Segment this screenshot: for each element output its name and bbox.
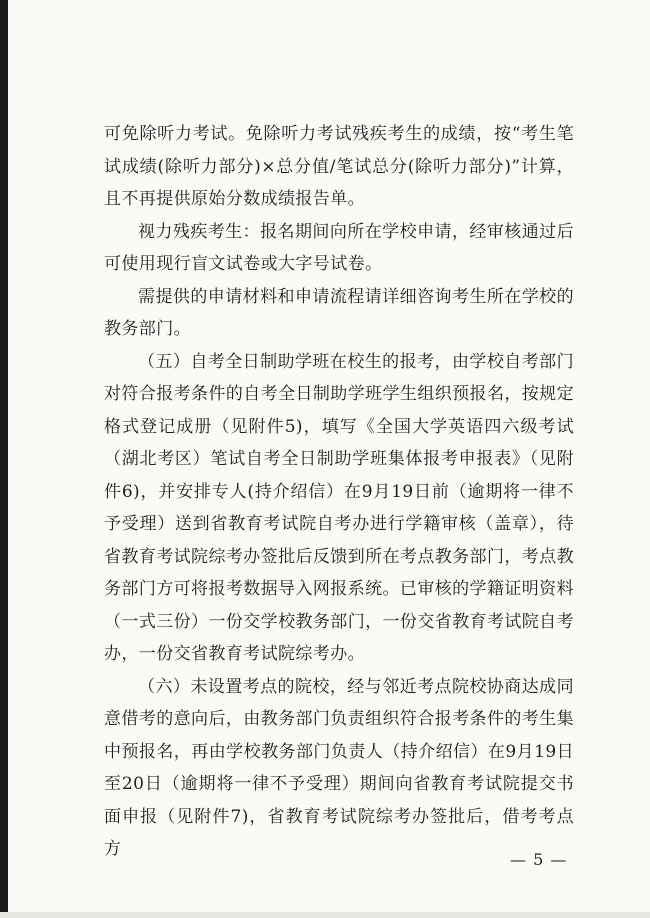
- paragraph-application-materials: 需提供的申请材料和申请流程请详细咨询考生所在学校的教务部门。: [104, 286, 574, 339]
- page-number: — 5 —: [510, 850, 568, 869]
- paragraph-visual-impairment: 视力残疾考生：报名期间向所在学校申请，经审核通过后可使用现行盲文试卷或大字号试卷。: [104, 221, 574, 274]
- scan-bottom-edge: [0, 912, 650, 918]
- paragraph-section-five: （五）自考全日制助学班在校生的报考，由学校自考部门对符合报考条件的自考全日制助学班学生组织预报名，按规定格式登记成册（见附件5)，填写《全国大学英语四六级考试（湖北考区）笔试自考全日制助学班集体报考申报表》（见附件6)，并安排专人(持介绍信）在9月19日前（逾期将一律不予受理）送到省教育考试院自考办进行学籍审核（盖章），待省教育考试院综考办签批后反馈到所在考点教务部门，考点教务部门方可将报考数据导入网报系统。已审核的学籍证明资料（一式三份）一份交学校教务部门，一份交省教育考试院自考办，一份交省教育考试院综考办。: [104, 351, 574, 664]
- paragraph-section-six: （六）未设置考点的院校，经与邻近考点院校协商达成同意借考的意向后，由教务部门负责组织符合报考条件的考生集中预报名，再由学校教务部门负责人（持介绍信）在9月19日至20日（逾期将一律不予受理）期间向省教育考试院提交书面申报（见附件7)，省教育考试院综考办签批后，借考考点方: [104, 676, 574, 859]
- scan-left-edge: [0, 0, 8, 918]
- document-body: [104, 118, 574, 866]
- paragraph-hearing-exemption: 可免除听力考试。免除听力考试残疾考生的成绩，按“考生笔试成绩(除听力部分)×总分值/笔试总分(除听力部分)”计算，且不再提供原始分数成绩报告单。: [104, 124, 574, 209]
